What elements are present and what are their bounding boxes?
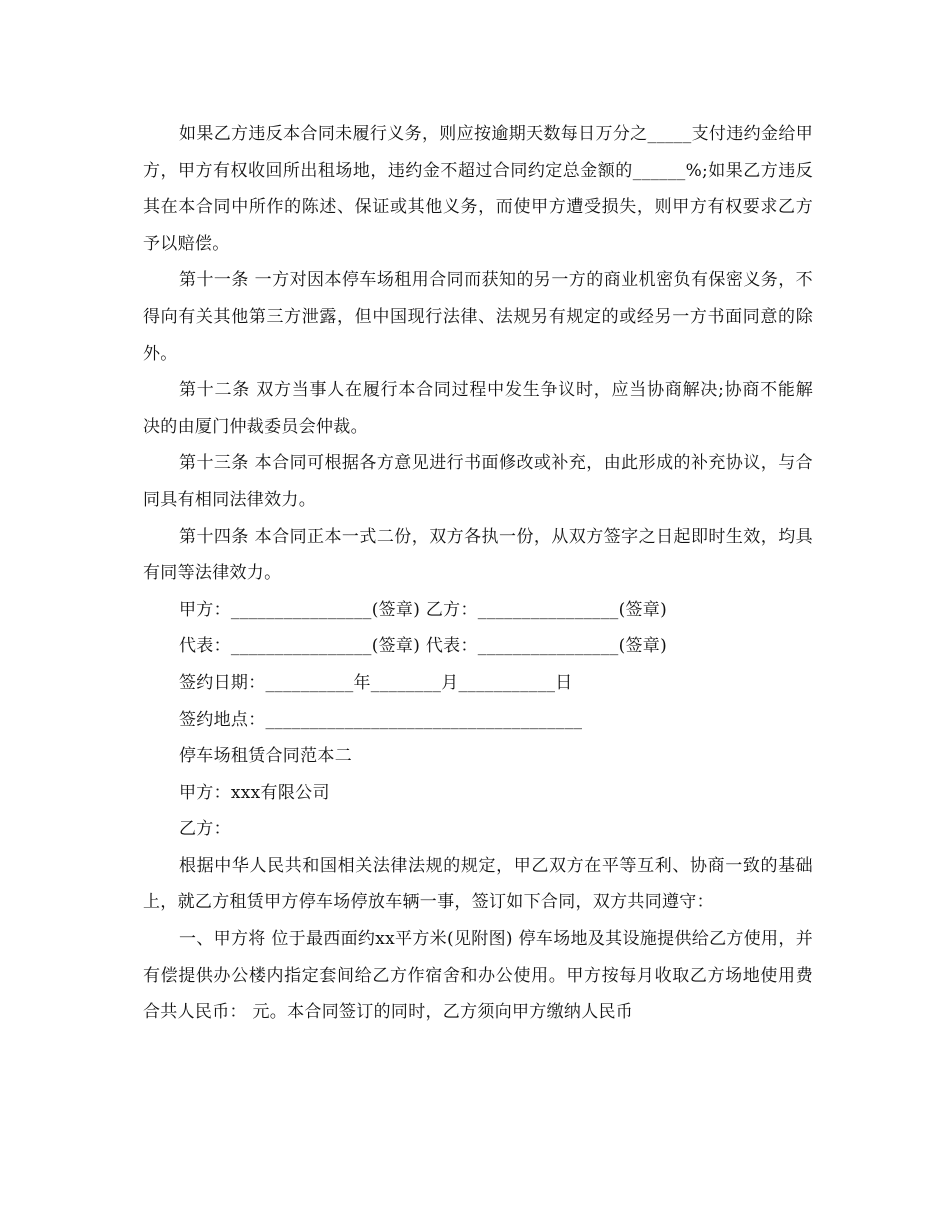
paragraph-clause-1: 一、甲方将 位于最西面约xx平方米(见附图) 停车场地及其设施提供给乙方使用，并有偿提供办公楼内指定套间给乙方作宿舍和办公使用。甲方按每月收取乙方场地使用费合共人民币： 元。本合同签订的同时，乙方须向甲方缴纳人民币: [143, 929, 813, 1023]
signature-line-date: 签约日期：__________年________月___________日: [179, 672, 573, 693]
paragraph-preamble: 根据中华人民共和国相关法律法规的规定，甲乙双方在平等互利、协商一致的基础上，就乙方租赁甲方停车场停放车辆一事，签订如下合同，双方共同遵守：: [143, 855, 813, 913]
signature-line-party: 甲方：________________(签章) 乙方：________________(签章): [179, 599, 668, 620]
signature-line-representative: 代表：________________(签章) 代表：________________(签章): [179, 636, 668, 657]
second-contract-party-a: 甲方：xxx有限公司: [179, 782, 330, 803]
second-contract-title: 停车场租赁合同范本二: [179, 746, 352, 767]
paragraph-breach-penalty: 如果乙方违反本合同未履行义务，则应按逾期天数每日万分之_____支付违约金给甲方，甲方有权收回所出租场地，违约金不超过合同约定总金额的______%;如果乙方违反其在本合同中所作的陈述、保证或其他义务，而使甲方遭受损失，则甲方有权要求乙方予以赔偿。: [143, 124, 813, 254]
paragraph-article-11: 第十一条 一方对因本停车场租用合同而获知的另一方的商业机密负有保密义务，不得向有关其他第三方泄露，但中国现行法律、法规另有规定的或经另一方书面同意的除外。: [143, 270, 813, 364]
document-body: [143, 116, 813, 1031]
second-contract-party-b: 乙方：: [179, 819, 231, 840]
paragraph-article-14: 第十四条 本合同正本一式二份，双方各执一份，从双方签字之日起即时生效，均具有同等法律效力。: [143, 526, 813, 584]
signature-line-place: 签约地点：____________________________________: [179, 709, 583, 730]
paragraph-article-13: 第十三条 本合同可根据各方意见进行书面修改或补充，由此形成的补充协议，与合同具有相同法律效力。: [143, 453, 813, 510]
paragraph-article-12: 第十二条 双方当事人在履行本合同过程中发生争议时，应当协商解决;协商不能解决的由厦门仲裁委员会仲裁。: [143, 380, 813, 437]
